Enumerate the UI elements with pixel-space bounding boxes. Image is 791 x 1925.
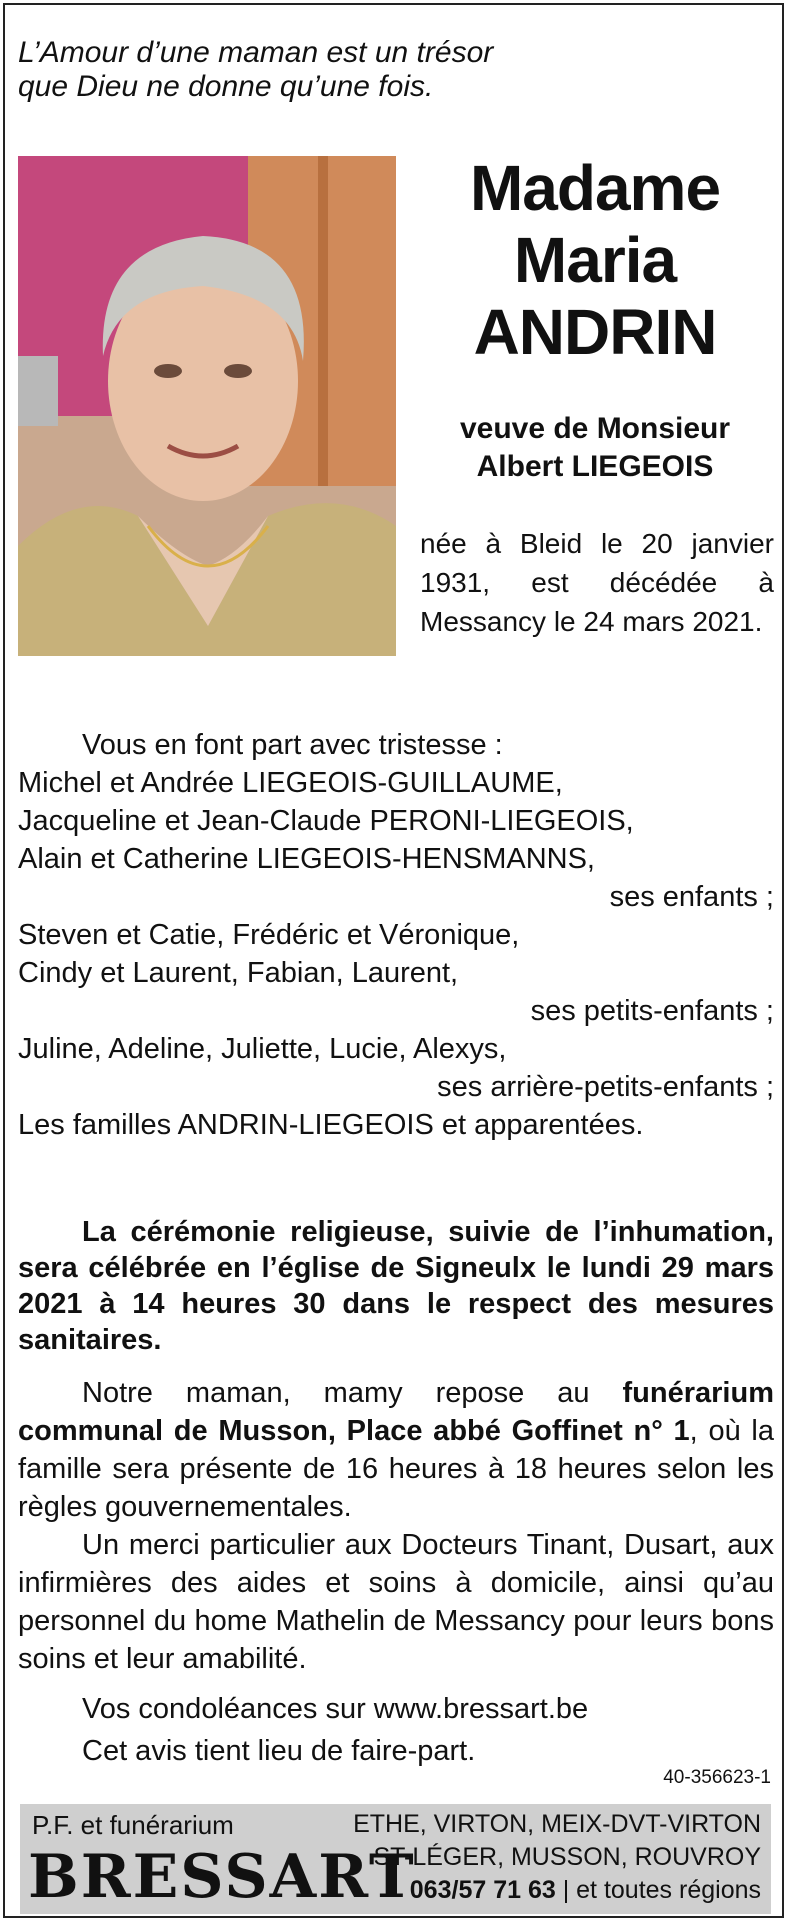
name-title: Madame — [469, 152, 721, 224]
family-intro: Vous en font part avec tristesse : — [82, 729, 503, 761]
name-first: Maria — [513, 224, 677, 296]
visitation-suffix: , où la famille sera présente de 16 heures à 18 heures selon les règles gouvernementales. — [18, 1415, 774, 1523]
visitation-place: funérarium communal de Musson, Place abbé Goffinet n° 1 — [18, 1377, 774, 1447]
families-line: Les familles ANDRIN-LIEGEOIS et apparentées. — [18, 1109, 644, 1141]
widow-line-2: Albert LIEGEOIS — [476, 450, 714, 483]
child-line-1: Michel et Andrée LIEGEOIS-GUILLAUME, — [18, 767, 563, 799]
ceremony-text: La cérémonie religieuse, suivie de l’inhumation, sera célébrée en l’église de Signeulx le lundi 29 mars 2021 à 14 heures 30 dans le respect des mesures sanitaires. — [18, 1216, 774, 1356]
footer-locations-1: ETHE, VIRTON, MEIX-DVT-VIRTON — [353, 1810, 761, 1838]
footer-contact — [353, 1808, 761, 1907]
visitation-text — [18, 1374, 774, 1526]
name-last: ANDRIN — [473, 296, 717, 368]
footer-regions: et toutes régions — [576, 1876, 761, 1904]
grandchildren-label: ses petits-enfants ; — [530, 995, 774, 1027]
portrait-illustration — [18, 156, 396, 656]
epigraph-quote — [18, 36, 493, 104]
birth-death-text: née à Bleid le 20 janvier 1931, est décédée à Messancy le 24 mars 2021. — [420, 528, 774, 637]
condolences-line: Vos condoléances sur www.bressart.be — [82, 1693, 589, 1725]
footer-locations-2: ST-LÉGER, MUSSON, ROUVROY — [373, 1843, 761, 1871]
deceased-name — [420, 152, 770, 368]
great-grandchildren-label: ses arrière-petits-enfants ; — [437, 1071, 774, 1103]
thanks-text: Un merci particulier aux Docteurs Tinant, Dusart, aux infirmières des aides et soins à domicile, ainsi qu’au personnel du home Mathelin de Messancy pour leurs bons soins et leur amabilité. — [18, 1529, 774, 1675]
footer-phone-line: 063/57 71 63 | et toutes régions — [409, 1876, 761, 1904]
portrait-photo — [18, 156, 396, 656]
child-line-3: Alain et Catherine LIEGEOIS-HENSMANNS, — [18, 843, 595, 875]
family-section — [18, 726, 774, 1144]
child-line-2: Jacqueline et Jean-Claude PERONI-LIEGEOIS, — [18, 805, 634, 837]
grandchild-line-2: Cindy et Laurent, Fabian, Laurent, — [18, 957, 459, 989]
widow-of — [420, 410, 770, 486]
visitation-prefix: Notre maman, mamy repose au — [82, 1377, 623, 1409]
closing-section — [18, 1690, 774, 1770]
reference-number: 40-356623-1 — [663, 1767, 771, 1788]
footer-brand-logo: BRESSART — [28, 1842, 416, 1912]
funeral-home-footer — [20, 1804, 771, 1914]
footer-phone: 063/57 71 63 — [409, 1876, 556, 1904]
notice-line: Cet avis tient lieu de faire-part. — [82, 1735, 476, 1767]
widow-line-1: veuve de Monsieur — [459, 412, 731, 445]
grandchild-line-1: Steven et Catie, Frédéric et Véronique, — [18, 919, 520, 951]
children-label: ses enfants ; — [609, 881, 774, 913]
great-grandchildren: Juline, Adeline, Juliette, Lucie, Alexys, — [18, 1033, 507, 1065]
quote-line-1: L’Amour d’une maman est un trésor — [18, 36, 494, 69]
quote-line-2: que Dieu ne donne qu’une fois. — [18, 70, 434, 103]
footer-pf-label: P.F. et funérarium — [32, 1810, 234, 1840]
